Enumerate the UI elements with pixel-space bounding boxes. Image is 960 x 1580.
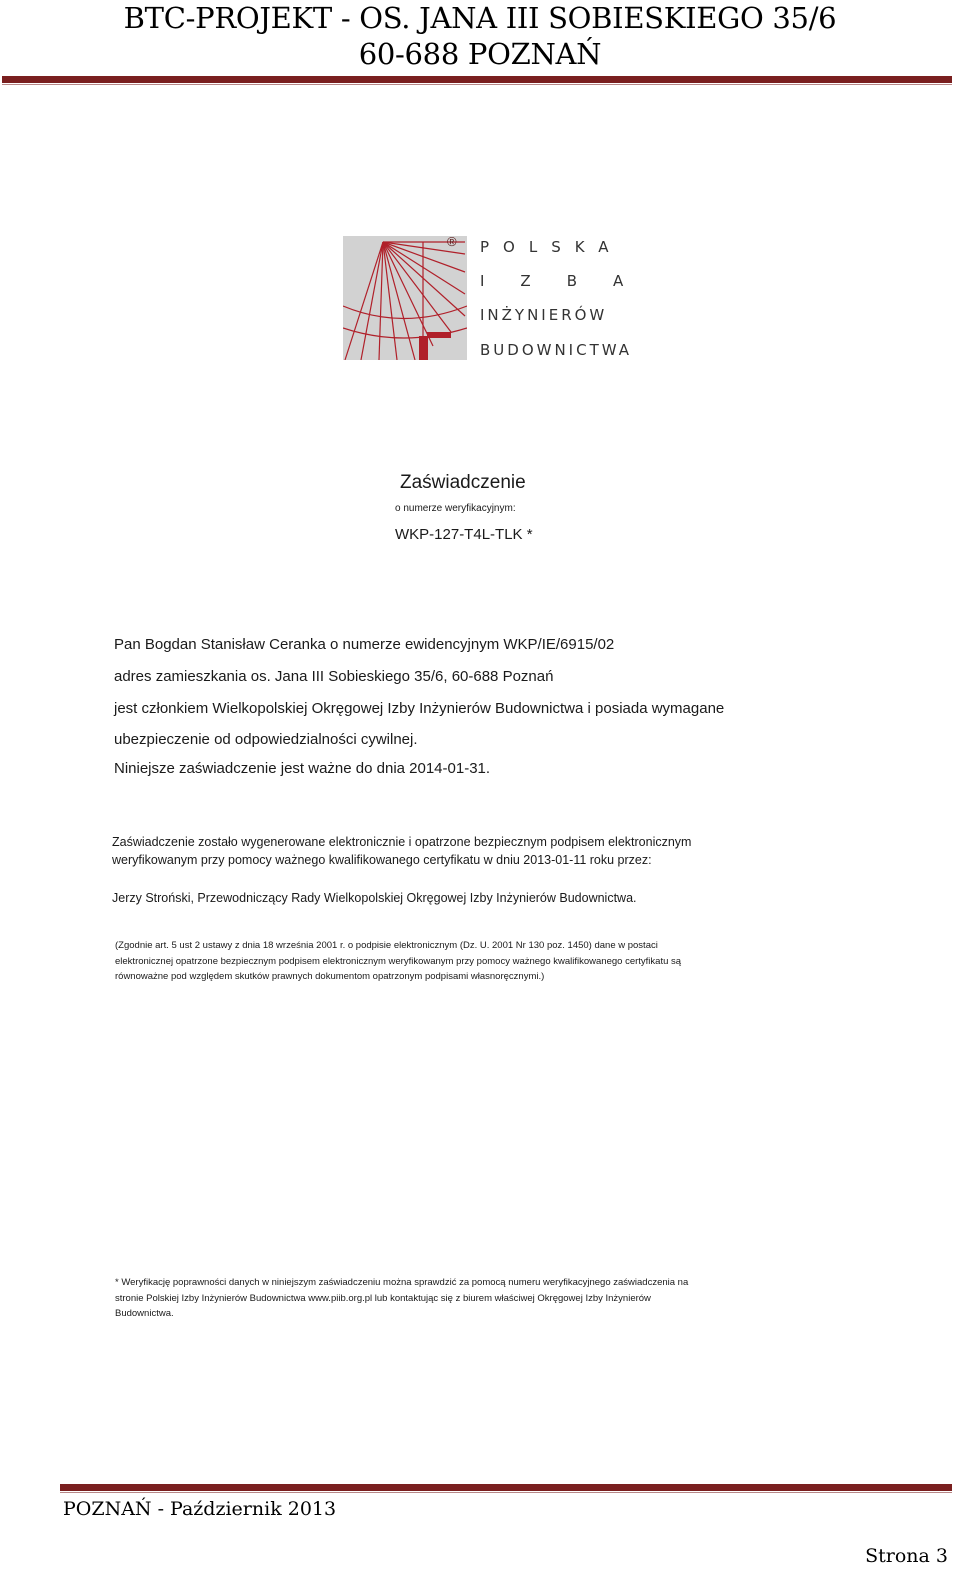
- logo-text-inzynierow: INŻYNIERÓW: [480, 306, 608, 324]
- header-company-address: BTC-PROJEKT - OS. JANA III SOBIESKIEGO 35/6: [123, 1, 837, 35]
- certificate-title: Zaświadczenie: [400, 472, 526, 493]
- logo-emblem-graphic: [343, 236, 467, 360]
- body-line: adres zamieszkania os. Jana III Sobieskiego 35/6, 60-688 Poznań: [114, 668, 554, 685]
- logo-text-izba: IZBA: [480, 272, 660, 290]
- footer-rule-thin: [60, 1492, 952, 1493]
- logo-emblem: [343, 236, 467, 360]
- generated-line: weryfikowanym przy pomocy ważnego kwalifikowanego certyfikatu w dniu 2013-01-11 roku przez:: [112, 853, 652, 867]
- header-postal-city: 60-688 POZNAŃ: [358, 37, 602, 71]
- body-line: jest członkiem Wielkopolskiej Okręgowej Izby Inżynierów Budownictwa i posiada wymagane: [114, 700, 725, 717]
- validity-line: Niniejsze zaświadczenie jest ważne do dnia 2014-01-31.: [114, 760, 491, 777]
- header-rule-thin: [2, 84, 952, 85]
- registered-mark: ®: [447, 234, 457, 249]
- logo-text-polska: POLSKA: [480, 238, 623, 256]
- certificate-number: WKP-127-T4L-TLK *: [395, 526, 533, 543]
- footer-place-date: POZNAŃ - Październik 2013: [63, 1498, 337, 1520]
- legal-line: równoważne pod względem skutków prawnych dokumentom opatrzonym podpisami własnoręcznymi.): [115, 971, 545, 982]
- generated-line: Zaświadczenie zostało wygenerowane elektronicznie i opatrzone bezpiecznym podpisem elektronicznym: [112, 835, 692, 849]
- footer-rule: [60, 1484, 952, 1491]
- footnote-line: stronie Polskiej Izby Inżynierów Budownictwa www.piib.org.pl lub kontaktując się z biurem właściwej Okręgowej Izby Inżynierów: [115, 1293, 651, 1304]
- legal-line: (Zgodnie art. 5 ust 2 ustawy z dnia 18 września 2001 r. o podpisie elektronicznym (Dz. U. 2001 Nr 130 poz. 1450) dane w postaci: [115, 940, 658, 951]
- certificate-subtitle: o numerze weryfikacyjnym:: [395, 503, 516, 514]
- body-line: Pan Bogdan Stanisław Ceranka o numerze ewidencyjnym WKP/IE/6915/02: [114, 636, 615, 653]
- legal-line: elektronicznej opatrzone bezpiecznym podpisem elektronicznym weryfikowanym przy pomocy ważnego kwalifikowanego certyfikatu są: [115, 956, 682, 967]
- header-rule: [2, 76, 952, 83]
- page-number: Strona 3: [865, 1545, 948, 1567]
- footnote-line: * Weryfikację poprawności danych w niniejszym zaświadczeniu można sprawdzić za pomocą numeru weryfikacyjnego zaświadczenia na: [115, 1277, 689, 1288]
- body-line: ubezpieczenie od odpowiedzialności cywilnej.: [114, 731, 418, 748]
- footnote-line: Budownictwa.: [115, 1308, 174, 1319]
- signatory-line: Jerzy Stroński, Przewodniczący Rady Wielkopolskiej Okręgowej Izby Inżynierów Budownictwa.: [112, 891, 637, 905]
- logo-text-budownictwa: BUDOWNICTWA: [480, 341, 633, 359]
